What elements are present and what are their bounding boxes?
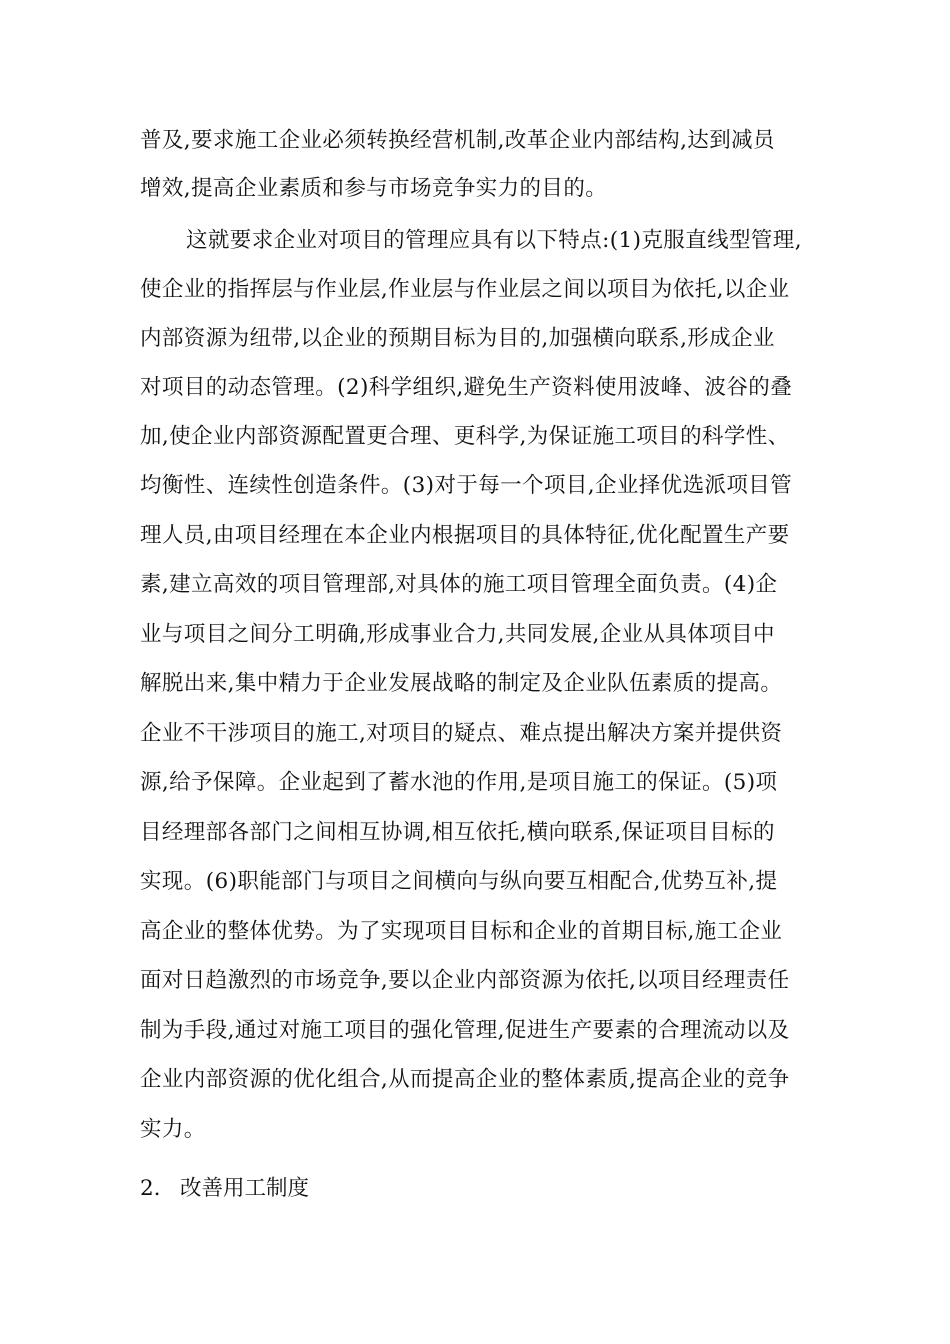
text-line: 使企业的指挥层与作业层,作业层与作业层之间以项目为依托,以企业 [140,277,790,302]
section-heading [140,1174,309,1204]
text-line: 增效,提高企业素质和参与市场竞争实力的目的。 [140,176,608,201]
section-number: 2. [140,1176,161,1201]
text-line: 高企业的整体优势。为了实现项目目标和企业的首期目标,施工企业 [140,919,783,944]
text-line: 目经理部各部门之间相互协调,相互依托,横向联系,保证项目目标的 [140,820,775,845]
text-line: 业与项目之间分工明确,形成事业合力,共同发展,企业从具体项目中 [140,622,775,647]
text-line: 素,建立高效的项目管理部,对具体的施工项目管理全面负责。(4)企 [140,572,778,597]
section-title: 改善用工制度 [180,1176,310,1201]
text-line: 内部资源为纽带,以企业的预期目标为目的,加强横向联系,形成企业 [140,326,775,351]
text-line: 实现。(6)职能部门与项目之间横向与纵向要互相配合,优势互补,提 [140,869,778,894]
text-line: 加,使企业内部资源配置更合理、更科学,为保证施工项目的科学性、 [140,424,790,449]
text-line: 制为手段,通过对施工项目的强化管理,促进生产要素的合理流动以及 [140,1018,790,1043]
text-line: 理人员,由项目经理在本企业内根据项目的具体特征,优化配置生产要 [140,523,790,548]
text-line: 均衡性、连续性创造条件。(3)对于每一个项目,企业择优选派项目管 [140,473,793,498]
text-line: 源,给予保障。企业起到了蓄水池的作用,是项目施工的保证。(5)项 [140,770,778,795]
text-line: 普及,要求施工企业必须转换经营机制,改革企业内部结构,达到减员 [140,128,775,153]
text-line: 对项目的动态管理。(2)科学组织,避免生产资料使用波峰、波谷的叠 [140,375,793,400]
text-line: 实力。 [140,1117,206,1142]
text-line: 企业不干涉项目的施工,对项目的疑点、难点提出解决方案并提供资 [140,721,783,746]
text-line: 面对日趋激烈的市场竞争,要以企业内部资源为依托,以项目经理责任 [140,968,790,993]
text-line: 企业内部资源的优化组合,从而提高企业的整体素质,提高企业的竞争 [140,1067,790,1092]
text-line: 解脱出来,集中精力于企业发展战略的制定及企业队伍素质的提高。 [140,671,783,696]
text-line: 这就要求企业对项目的管理应具有以下特点:(1)克服直线型管理, [186,228,802,253]
